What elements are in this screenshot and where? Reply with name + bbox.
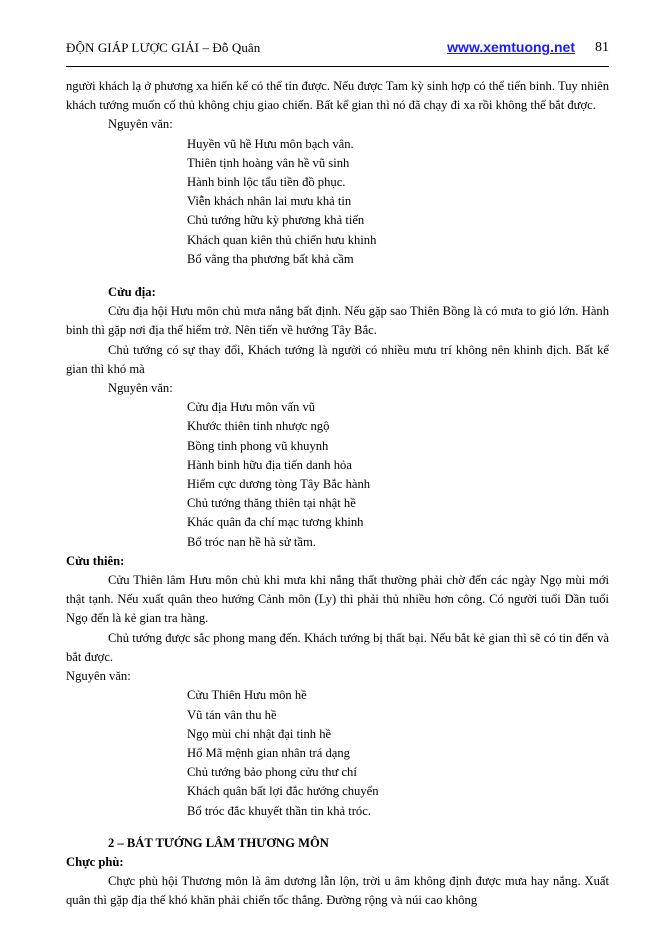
verse-line: Viễn khách nhân lai mưu khả tin [187,194,352,209]
verse-line: Thiên tịnh hoàng vân hề vũ sinh [187,155,350,170]
intro-paragraph: người khách lạ ở phương xa hiến kế có thể tin được. Nếu được Tam kỳ sinh hợp có thể tiến binh. Tuy nhiên khách tướng muốn cố thủ không chịu giao chiến. Bất kể gian thì nó đã chạy đi xa rồi không thể bắt được. [66,79,609,113]
verse-label: Nguyên văn: [66,669,131,684]
section-heading-cuu-dia: Cửu địa: [108,285,156,300]
verse-line: Hổ Mã mệnh gian nhân trá dạng [187,745,350,760]
verse-line: Cửu Thiên Hưu môn hề [187,688,307,703]
body-paragraph: Chủ tướng được sắc phong mang đến. Khách tướng bị thất bại. Nếu bắt kẻ gian thì sẽ có tin đến và bắt được. [66,630,609,664]
verse-line: Khách quan kiên thủ chiến hưu khinh [187,232,377,247]
section-heading-cuu-thien: Cửu thiên: [66,553,125,568]
verse-label: Nguyên văn: [108,117,173,132]
verse-line: Khước thiên tinh nhược ngộ [187,419,330,434]
body-paragraph: Cửu địa hội Hưu môn chủ mưa nắng bất định. Nếu gặp sao Thiên Bồng là có mưa to gió lớn. Hành binh thì gặp nơi địa thế hiểm trở. Nên tiến về hướng Tây Bắc. [66,304,609,338]
spacer [66,821,609,834]
header-divider [66,66,609,67]
verse-line: Chủ tướng bảo phong cửu thư chí [187,765,357,780]
verse-line: Bổ vãng tha phương bất khả cầm [187,251,354,266]
verse-line: Khác quân đa chí mạc tương khinh [187,515,364,530]
verse-line: Chủ tướng hữu kỳ phương khả tiến [187,213,365,228]
verse-line: Hành binh hữu địa tiến danh hỏa [187,457,352,472]
page-body [66,77,609,911]
verse-line: Hiểm cực dương tòng Tây Bắc hành [187,477,371,492]
section-heading-chuc-phu: Chực phù: [66,854,124,869]
verse-line: Vũ tán vân thu hề [187,707,277,722]
verse-label: Nguyên văn: [108,381,173,396]
website-link[interactable]: www.xemtuong.net [447,39,575,55]
verse-line: Khách quân bất lợi đắc hướng chuyển [187,784,379,799]
body-paragraph: Cửu Thiên lâm Hưu môn chủ khi mưa khi nắng thất thường phải chờ đến các ngày Ngọ mùi mới thật tạnh. Nếu xuất quân theo hướng Cảnh môn (Ly) thì phải thủ nhiều hơn công. Có người tuổi Dần tuổi Ngọ đến là kẻ gian tra hàng. [66,573,609,626]
spacer [66,269,609,283]
verse-line: Hành binh lộc tẩu tiền đồ phục. [187,175,346,190]
book-title: ĐỘN GIÁP LƯỢC GIẢI – Đỗ Quân [66,40,261,55]
body-paragraph: Chực phù hội Thương môn là âm dương lẫn lộn, trời u âm không định được mưa hay nắng. Xuất quân thì gặp địa thế khó khăn phải chiến tốc thắng. Đường rộng và núi cao không [66,874,609,908]
page-header [66,40,609,62]
verse-line: Bổ tróc đắc khuyết thần tin khả tróc. [187,803,371,818]
verse-line: Bồng tinh phong vũ khuynh [187,438,329,453]
verse-line: Bổ tróc nan hề hà sử tầm. [187,534,316,549]
verse-line: Ngọ mùi chi nhật đại tinh hề [187,726,332,741]
page-number: 81 [595,40,609,55]
body-paragraph: Chủ tướng có sự thay đổi, Khách tướng là người có nhiều mưu trí không nên khinh địch. Bất kể gian thì khó mà [66,342,609,376]
verse-line: Cửu địa Hưu môn vấn vũ [187,400,316,415]
chapter-heading: 2 – BÁT TƯỚNG LÂM THƯƠNG MÔN [108,835,329,850]
verse-line: Huyền vũ hề Hưu môn bạch vân. [187,136,354,151]
verse-line: Chủ tướng thăng thiên tại nhật hề [187,496,356,511]
